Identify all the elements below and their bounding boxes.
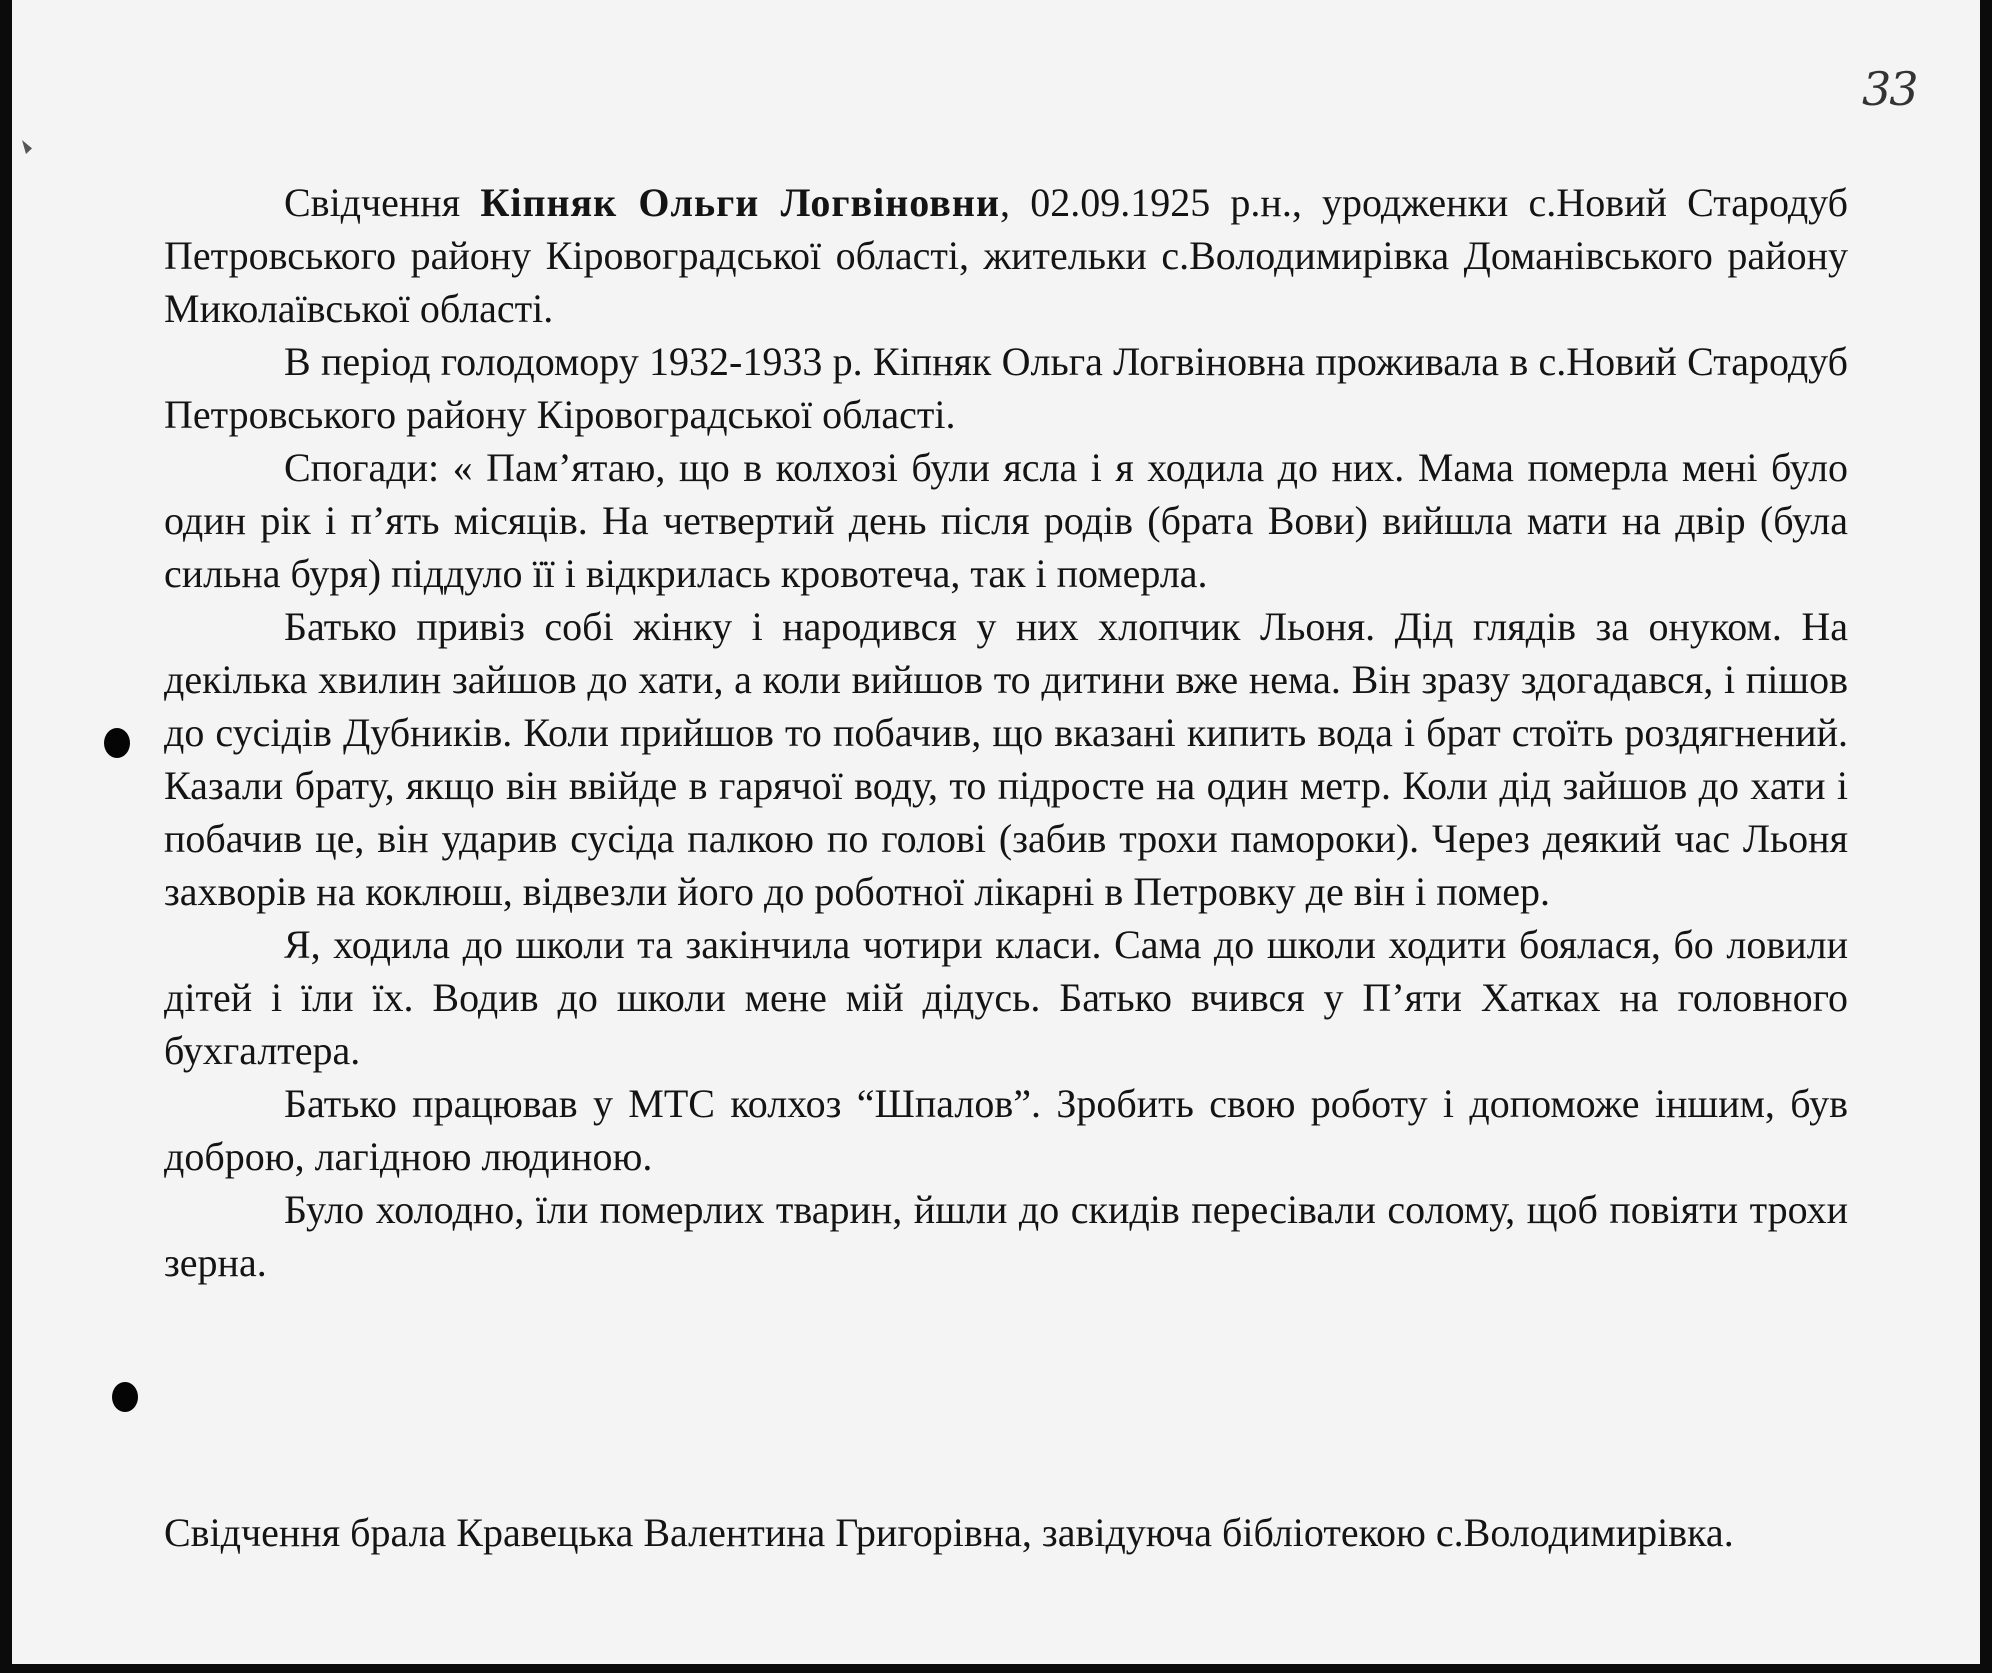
corner-mark xyxy=(22,140,32,154)
intro-paragraph xyxy=(164,176,1848,335)
intro-prefix: Свідчення xyxy=(284,180,481,225)
paragraph: Я, ходила до школи та закінчила чотири класи. Сама до школи ходити боялася, бо ловили дітей і їли їх. Водив до школи мене мій дідусь. Батько вчився у П’яти Хатках на головного бухгалтера. xyxy=(164,922,1848,1073)
testimony-body xyxy=(164,176,1848,1289)
handwritten-page-number: 33 xyxy=(1862,62,1917,116)
paragraph: В період голодомору 1932-1933 р. Кіпняк Ольга Логвіновна проживала в с.Новий Стародуб Петровського району Кіровоградської області. xyxy=(164,339,1848,437)
witness-name: Кіпняк Ольги Логвіновни xyxy=(480,180,1000,225)
paragraph: Було холодно, їли померлих тварин, йшли до скидів пересівали солому, щоб повіяти трохи зерна. xyxy=(164,1187,1848,1285)
footer-note xyxy=(164,1506,1848,1559)
paragraph: Спогади: « Пам’ятаю, що в колхозі були ясла і я ходила до них. Мама померла мені було один рік і п’ять місяців. На четвертий день після родів (брата Вови) вийшла мати на двір (була сильна буря) піддуло її і відкрилась кровотеча, так і померла. xyxy=(164,445,1848,596)
recorded-by-line: Свідчення брала Кравецька Валентина Григорівна, завідуюча бібліотекою с.Володимирівка. xyxy=(164,1510,1734,1555)
punch-hole xyxy=(112,1382,138,1412)
punch-hole xyxy=(104,728,130,758)
intro-rest: , 02.09.1925 р.н., уродженки с.Новий Стародуб Петровського району Кіровоградської області, жительки с.Володимирівка Доманівського району Миколаївської області. xyxy=(164,180,1848,331)
document-page xyxy=(12,0,1980,1664)
paragraph: Батько працював у МТС колхоз “Шпалов”. Зробить свою роботу і допоможе іншим, був доброю, лагідною людиною. xyxy=(164,1081,1848,1179)
paragraph: Батько привіз собі жінку і народився у них хлопчик Льоня. Дід глядів за онуком. На декілька хвилин зайшов до хати, а коли вийшов то дитини вже нема. Він зразу здогадався, і пішов до сусідів Дубників. Коли прийшов то побачив, що вказані кипить вода і брат стоїть роздягнений. Казали брату, якщо він ввійде в гарячої воду, то підросте на один метр. Коли дід зайшов до хати і побачив це, він ударив сусіда палкою по голові (забив трохи памороки). Через деякий час Льоня захворів на коклюш, відвезли його до роботної лікарні в Петровку де він і помер. xyxy=(164,604,1848,914)
